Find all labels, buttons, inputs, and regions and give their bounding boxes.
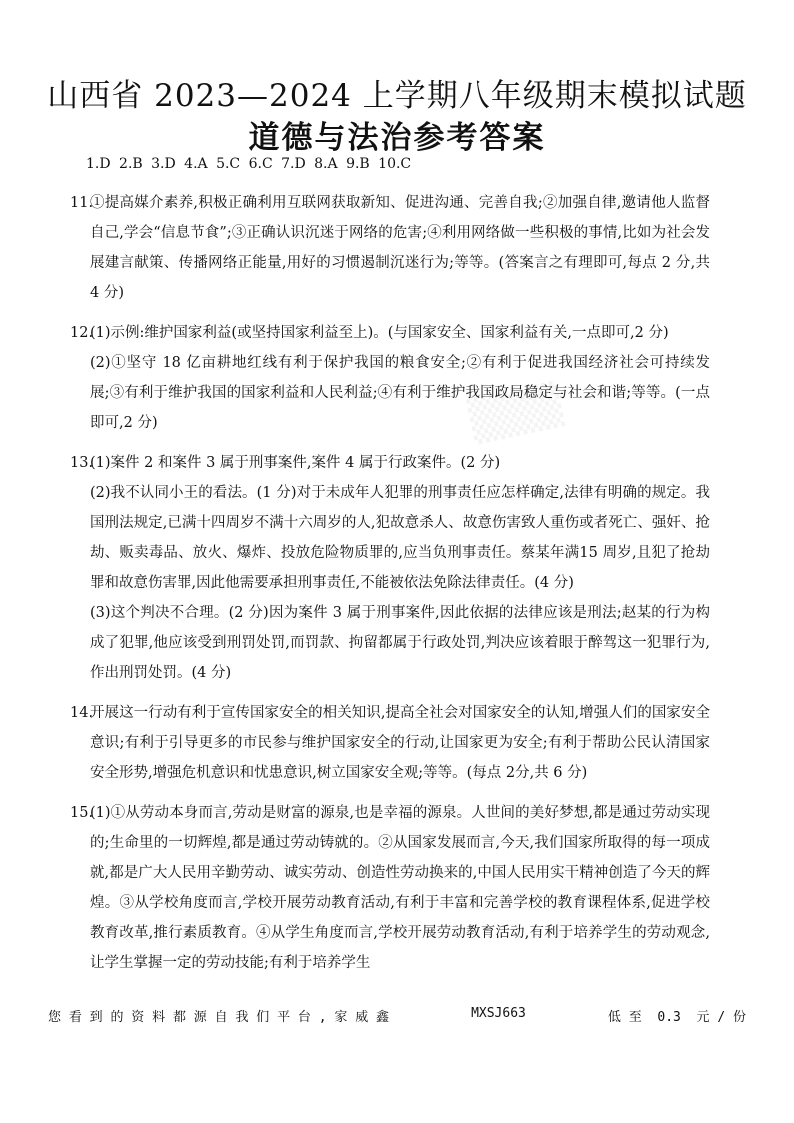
exam-title: 山西省 2023—2024 上学期八年级期末模拟试题 xyxy=(47,78,747,114)
question-14 xyxy=(70,698,710,788)
answer-content xyxy=(70,188,710,988)
answer-text: (1)①从劳动本身而言,劳动是财富的源泉,也是幸福的源泉。人世间的美好梦想,都是通过劳动实现的;生命里的一切辉煌,都是通过劳动铸就的。②从国家发展而言,今天,我们国家所取得的每一项成就,都是广大人民用辛勤劳动、诚实劳动、创造性劳动换来的,中国人民用实干精神创造了今天的辉煌。③从学校角度而言,学校开展劳动教育活动,有利于丰富和完善学校的教育课程体系,促进学校教育改革,推行素质教育。④从学生角度而言,学校开展劳动教育活动,有利于培养学生的劳动观念,让学生掌握一定的劳动技能;有利于培养学生 xyxy=(90,805,710,971)
answer-part-3: (3)这个判决不合理。(2 分)因为案件 3 属于刑事案件,因此依据的法律应该是刑法;赵某的行为构成了犯罪,他应该受到刑罚处罚,而罚款、拘留都属于行政处罚,判决应该着眼于醉驾这一犯罪行为,作出刑罚处罚。(4 分) xyxy=(90,605,710,681)
footer-code: MXSJ663 xyxy=(471,1006,526,1021)
footer-price: 低 至 0.3 元 / 份 xyxy=(607,1010,746,1025)
answer-part-1: (1)示例:维护国家利益(或坚持国家利益至上)。(与国家安全、国家利益有关,一点即可,2 分) xyxy=(90,325,669,341)
question-13 xyxy=(70,448,710,688)
multiple-choice-answers: 1.D 2.B 3.D 4.A 5.C 6.C 7.D 8.A 9.B 10.C xyxy=(86,156,412,172)
question-15 xyxy=(70,798,710,978)
footer-left-text: 您 看 到 的 资 料 都 源 自 我 们 平 台 , 家 威 鑫 xyxy=(48,1010,390,1025)
question-11 xyxy=(70,188,710,308)
question-number: 12. xyxy=(70,325,94,341)
question-number: 14. xyxy=(70,705,94,721)
answer-part-2: (2)①坚守 18 亿亩耕地红线有利于保护我国的粮食安全;②有利于促进我国经济社会可持续发展;③有利于维护我国的国家利益和人民利益;④有利于维护我国政局稳定与社会和谐;等等。(一点即可,2 分) xyxy=(90,355,710,431)
answer-part-2: (2)我不认同小王的看法。(1 分)对于未成年人犯罪的刑事责任应怎样确定,法律有明确的规定。我国刑法规定,已满十四周岁不满十六周岁的人,犯故意杀人、故意伤害致人重伤或者死亡、强奸、抢劫、贩卖毒品、放火、爆炸、投放危险物质罪的,应当负刑事责任。蔡某年满15 周岁,且犯了抢劫罪和故意伤害罪,因此他需要承担刑事责任,不能被依法免除法律责任。(4 分) xyxy=(90,485,710,591)
answer-text: 开展这一行动有利于宣传国家安全的相关知识,提高全社会对国家安全的认知,增强人们的国家安全意识;有利于引导更多的市民参与维护国家安全的行动,让国家更为安全;有利于帮助公民认清国家安全形势,增强危机意识和忧患意识,树立国家安全观;等等。(每点 2分,共 6 分) xyxy=(90,705,710,781)
answer-part-1: (1)案件 2 和案件 3 属于刑事案件,案件 4 属于行政案件。(2 分) xyxy=(90,455,501,471)
question-number: 11. xyxy=(70,195,94,211)
answer-text: ①提高媒介素养,积极正确利用互联网获取新知、促进沟通、完善自我;②加强自律,邀请他人监督自己,学会“信息节食”;③正确认识沉迷于网络的危害;④利用网络做一些积极的事情,比如为社会发展建言献策、传播网络正能量,用好的习惯遏制沉迷行为;等等。(答案言之有理即可,每点 2 分,共 4 分) xyxy=(90,195,710,301)
footer-ad xyxy=(48,1006,746,1025)
faint-watermark: ▒▒▒ xyxy=(465,381,566,446)
question-number: 13. xyxy=(70,455,94,471)
answer-key-title: 道德与法治参考答案 xyxy=(248,120,546,156)
question-number: 15. xyxy=(70,805,94,821)
question-12 xyxy=(70,318,710,438)
